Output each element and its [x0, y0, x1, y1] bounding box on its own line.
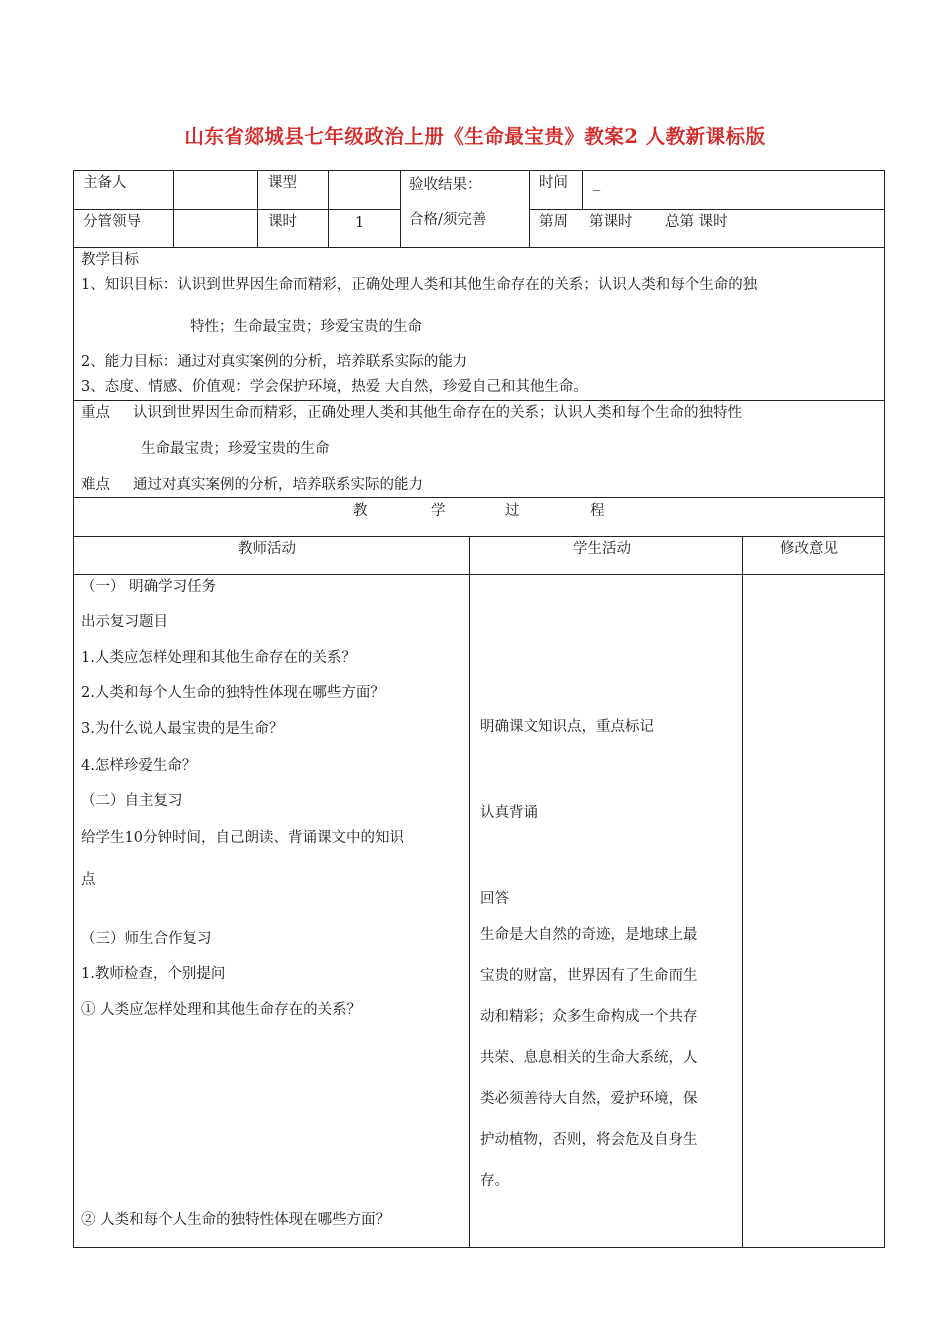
row-divider — [73, 400, 885, 401]
col-divider — [469, 536, 470, 1248]
class-hours-label: 课时 — [268, 214, 297, 230]
col-divider — [582, 170, 583, 209]
student-activity-header: 学生活动 — [573, 541, 631, 557]
teacher-line: 出示复习题目 — [81, 614, 168, 630]
teacher-activity-header: 教师活动 — [238, 541, 296, 557]
document-title: 山东省郯城县七年级政治上册《生命最宝贵》教案2 人教新课标版 — [184, 125, 766, 148]
teacher-line: 4.怎样珍爱生命？ — [81, 758, 197, 774]
student-answer-line: 存。 — [480, 1173, 509, 1189]
student-answer-line: 宝贵的财富，世界因有了生命而生 — [480, 968, 698, 984]
teacher-line: 2.人类和每个人生命的独特性体现在哪些方面？ — [81, 685, 385, 701]
col-divider — [173, 170, 174, 247]
key-point-label: 重点 — [81, 405, 110, 421]
student-line: 回答 — [480, 891, 509, 907]
total-lessons-label: 总第 课时 — [665, 214, 728, 230]
revision-notes-header: 修改意见 — [780, 541, 838, 557]
student-answer-line: 护动植物，否则，将会危及自身生 — [480, 1132, 698, 1148]
teacher-line: ① 人类应怎样处理和其他生命存在的关系？ — [81, 1002, 362, 1018]
process-heading-char: 教 — [353, 503, 368, 519]
row-divider — [73, 209, 400, 210]
difficulty-label: 难点 — [81, 477, 110, 493]
process-heading-char: 程 — [590, 503, 605, 519]
key-point-text: 认识到世界因生命而精彩，正确处理人类和其他生命存在的关系；认识人类和每个生命的独特性 — [133, 405, 742, 421]
class-hours-value: 1 — [355, 215, 365, 231]
col-divider — [328, 170, 329, 247]
row-divider — [73, 536, 885, 537]
row-divider — [529, 209, 885, 210]
process-heading-char: 学 — [431, 503, 446, 519]
col-divider — [742, 536, 743, 1248]
key-point-text-cont: 生命最宝贵；珍爱宝贵的生命 — [141, 441, 330, 457]
row-divider — [73, 247, 885, 248]
objectives-heading: 教学目标 — [81, 252, 139, 268]
student-line: 认真背诵 — [480, 805, 538, 821]
teacher-line: ② 人类和每个人生命的独特性体现在哪些方面？ — [81, 1212, 391, 1228]
teacher-line: （二）自主复习 — [81, 793, 183, 809]
knowledge-objective: 1、知识目标：认识到世界因生命而精彩，正确处理人类和其他生命存在的关系；认识人类和每个生命的独 — [81, 277, 758, 293]
student-answer-line: 类必须善待大自然，爱护环境，保 — [480, 1091, 698, 1107]
col-divider — [529, 170, 530, 247]
lesson-number-label: 第课时 — [589, 214, 633, 230]
teacher-line: 点 — [81, 872, 96, 888]
time-label: 时间 — [539, 175, 568, 191]
difficulty-text: 通过对真实案例的分析，培养联系实际的能力 — [133, 477, 423, 493]
col-divider — [257, 170, 258, 247]
ability-objective: 2、能力目标：通过对真实案例的分析，培养联系实际的能力 — [81, 354, 468, 370]
supervisor-label: 分管领导 — [83, 214, 141, 230]
teacher-line: （三）师生合作复习 — [81, 931, 212, 947]
row-divider — [73, 574, 885, 575]
student-answer-line: 生命是大自然的奇迹，是地球上最 — [480, 927, 698, 943]
teacher-line: 3.为什么说人最宝贵的是生命？ — [81, 721, 284, 737]
student-answer-line: 共荣、息息相关的生命大系统，人 — [480, 1050, 698, 1066]
teacher-line: （一） 明确学习任务 — [81, 579, 217, 595]
pass-label: 合格/须完善 — [409, 212, 487, 228]
attitude-objective: 3、态度、情感、价值观：学会保护环境，热爱 大自然，珍爱自己和其他生命。 — [81, 379, 588, 395]
knowledge-objective-cont: 特性；生命最宝贵；珍爱宝贵的生命 — [190, 319, 422, 335]
lead-preparer-label: 主备人 — [83, 175, 127, 191]
student-answer-line: 动和精彩；众多生命构成一个共存 — [480, 1009, 698, 1025]
lesson-plan-table — [73, 170, 885, 1248]
process-heading-char: 过 — [505, 503, 520, 519]
row-divider — [73, 497, 885, 498]
teacher-line: 1.教师检查，个别提问 — [81, 966, 226, 982]
col-divider — [400, 170, 401, 247]
check-result-label: 验收结果： — [409, 177, 482, 193]
student-line: 明确课文知识点，重点标记 — [480, 719, 654, 735]
time-value: _ — [593, 175, 601, 191]
week-label: 第周 — [539, 214, 568, 230]
teacher-line: 给学生10分钟时间，自己朗读、背诵课文中的知识 — [81, 830, 404, 846]
lesson-type-label: 课型 — [268, 175, 297, 191]
teacher-line: 1.人类应怎样处理和其他生命存在的关系？ — [81, 650, 356, 666]
